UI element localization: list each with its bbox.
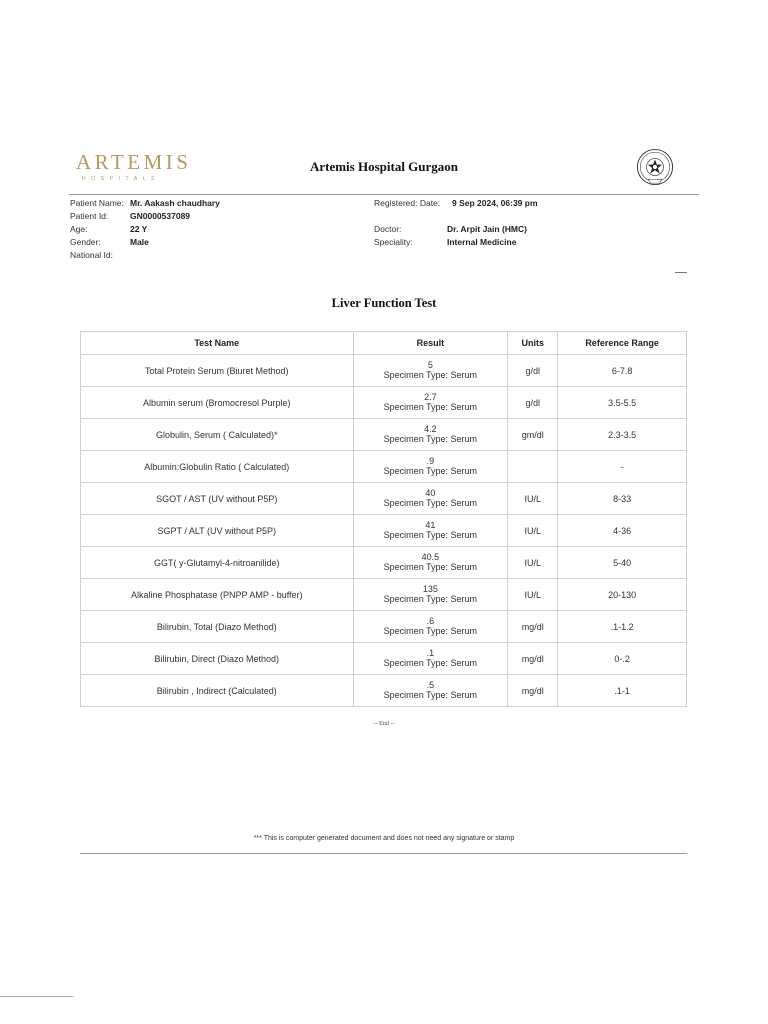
units-cell: IU/L xyxy=(508,483,558,515)
units-cell: g/dl xyxy=(508,355,558,387)
units-cell: mg/dl xyxy=(508,611,558,643)
specimen-type: Specimen Type: Serum xyxy=(383,370,478,381)
footer-note: *** This is computer generated document and does not need any signature or stamp xyxy=(253,835,515,842)
test-name-cell: Alkaline Phosphatase (PNPP AMP - buffer) xyxy=(81,579,354,611)
units-cell: g/dl xyxy=(508,387,558,419)
patient-name-label: Patient Name: xyxy=(70,198,124,208)
test-name-cell: SGPT / ALT (UV without P5P) xyxy=(81,515,354,547)
reference-range-cell: 5-40 xyxy=(558,547,687,579)
result-value: .9 xyxy=(426,455,435,466)
result-cell xyxy=(353,355,508,387)
units-cell: IU/L xyxy=(508,515,558,547)
result-cell xyxy=(353,515,508,547)
table-header-row xyxy=(81,332,687,355)
page-corner-line xyxy=(0,996,73,997)
test-name-cell: Total Protein Serum (Biuret Method) xyxy=(81,355,354,387)
logo-subtext: HOSPITALS xyxy=(82,176,161,182)
result-cell xyxy=(353,483,508,515)
table-row xyxy=(81,579,687,611)
reference-range-cell: 6-7.8 xyxy=(558,355,687,387)
specimen-type: Specimen Type: Serum xyxy=(383,690,478,701)
specimen-type: Specimen Type: Serum xyxy=(383,594,478,605)
result-value: 5 xyxy=(427,359,433,370)
logo-wordmark: ARTEMIS xyxy=(76,150,192,174)
specimen-type: Specimen Type: Serum xyxy=(383,562,478,573)
specimen-type: Specimen Type: Serum xyxy=(383,530,478,541)
reference-range-cell: 4-36 xyxy=(558,515,687,547)
registered-date-value: 9 Sep 2024, 06:39 pm xyxy=(452,198,538,208)
result-cell xyxy=(353,675,508,707)
table-row xyxy=(81,675,687,707)
specimen-type: Specimen Type: Serum xyxy=(383,498,478,509)
result-value: 4.2 xyxy=(424,423,437,434)
test-name-cell: Albumin serum (Bromocresol Purple) xyxy=(81,387,354,419)
doctor-label: Doctor: xyxy=(374,224,402,234)
test-name-cell: Bilirubin, Direct (Diazo Method) xyxy=(81,643,354,675)
result-value: 40 xyxy=(425,487,436,498)
specimen-type: Specimen Type: Serum xyxy=(383,434,478,445)
reference-range-cell: .1-1 xyxy=(558,675,687,707)
accreditation-seal-icon xyxy=(636,148,674,186)
result-cell xyxy=(353,419,508,451)
doctor-value: Dr. Arpit Jain (HMC) xyxy=(447,224,527,234)
result-value: 40.5 xyxy=(421,551,440,562)
table-row xyxy=(81,547,687,579)
test-name-cell: Globulin, Serum ( Calculated)* xyxy=(81,419,354,451)
result-value: .5 xyxy=(426,679,435,690)
units-cell: gm/dl xyxy=(508,419,558,451)
units-cell: IU/L xyxy=(508,547,558,579)
age-value: 22 Y xyxy=(130,224,148,234)
table-row xyxy=(81,451,687,483)
reference-range-cell: 20-130 xyxy=(558,579,687,611)
specimen-type: Specimen Type: Serum xyxy=(383,658,478,669)
test-name-cell: SGOT / AST (UV without P5P) xyxy=(81,483,354,515)
test-name-cell: Albumin:Globulin Ratio ( Calculated) xyxy=(81,451,354,483)
table-row xyxy=(81,387,687,419)
patient-id-value: GN0000537089 xyxy=(130,211,191,221)
column-header-units: Units xyxy=(508,332,558,355)
result-cell xyxy=(353,611,508,643)
age-label: Age: xyxy=(70,224,88,234)
speciality-label: Speciality: xyxy=(374,237,413,247)
result-cell xyxy=(353,643,508,675)
result-value: 41 xyxy=(425,519,436,530)
table-row xyxy=(81,483,687,515)
reference-range-cell: 0-.2 xyxy=(558,643,687,675)
result-value: .6 xyxy=(426,615,435,626)
speciality-value: Internal Medicine xyxy=(447,237,517,247)
table-row xyxy=(81,643,687,675)
result-cell xyxy=(353,451,508,483)
gender-value: Male xyxy=(130,237,149,247)
result-value: 2.7 xyxy=(424,391,437,402)
reference-range-cell: 2.3-3.5 xyxy=(558,419,687,451)
test-name-cell: Bilirubin, Total (Diazo Method) xyxy=(81,611,354,643)
units-cell xyxy=(508,451,558,483)
units-cell: IU/L xyxy=(508,579,558,611)
page-mark xyxy=(675,272,687,273)
table-row xyxy=(81,515,687,547)
column-header-result: Result xyxy=(353,332,508,355)
header-divider xyxy=(69,194,699,195)
reference-range-cell: 8-33 xyxy=(558,483,687,515)
registered-date-label: Registered: Date: xyxy=(374,198,441,208)
reference-range-cell: .1-1.2 xyxy=(558,611,687,643)
result-cell xyxy=(353,547,508,579)
table-row xyxy=(81,611,687,643)
units-cell: mg/dl xyxy=(508,675,558,707)
table-row xyxy=(81,419,687,451)
specimen-type: Specimen Type: Serum xyxy=(383,402,478,413)
result-cell xyxy=(353,387,508,419)
table-row xyxy=(81,355,687,387)
patient-name-value: Mr. Aakash chaudhary xyxy=(130,198,220,208)
result-value: .1 xyxy=(426,647,435,658)
units-cell: mg/dl xyxy=(508,643,558,675)
footer-divider xyxy=(80,853,687,854)
test-name-cell: Bilirubin , Indirect (Calculated) xyxy=(81,675,354,707)
specimen-type: Specimen Type: Serum xyxy=(383,626,478,637)
patient-info-block xyxy=(0,197,768,267)
patient-id-label: Patient Id: xyxy=(70,211,109,221)
column-header-test-name: Test Name xyxy=(81,332,354,355)
result-value: 135 xyxy=(422,583,438,594)
test-name-cell: GGT( y-Glutamyl-4-nitroanilide) xyxy=(81,547,354,579)
column-header-reference-range: Reference Range xyxy=(558,332,687,355)
results-table-body xyxy=(81,355,687,707)
reference-range-cell: - xyxy=(558,451,687,483)
report-title: Liver Function Test xyxy=(331,296,437,310)
end-of-report-marker: -- End -- xyxy=(373,721,395,727)
reference-range-cell: 3.5-5.5 xyxy=(558,387,687,419)
national-id-label: National Id: xyxy=(70,250,113,260)
gender-label: Gender: xyxy=(70,237,101,247)
hospital-name: Artemis Hospital Gurgaon xyxy=(309,159,459,174)
results-table xyxy=(80,331,687,707)
result-cell xyxy=(353,579,508,611)
specimen-type: Specimen Type: Serum xyxy=(383,466,478,477)
